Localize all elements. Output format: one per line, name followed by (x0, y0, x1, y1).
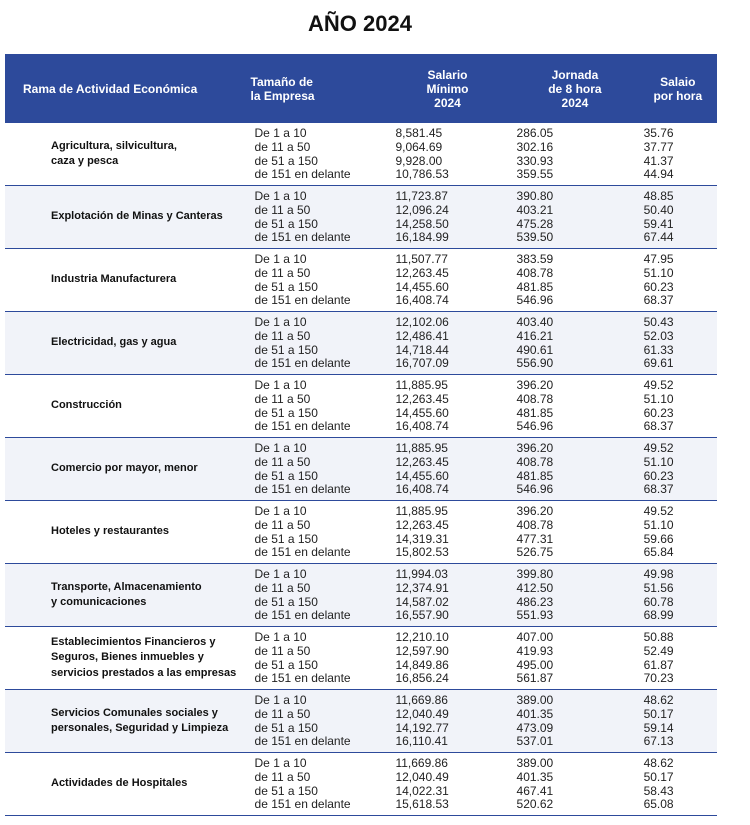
rama-label: Construcción (51, 399, 122, 412)
salario-cell: 11,723.87 (395, 189, 448, 204)
salario-cell: 9,928.00 (395, 153, 443, 168)
salario-cell: 16,408.74 (395, 482, 449, 497)
jornada-column (514, 315, 638, 370)
salario-column (390, 504, 513, 559)
size-cell: de 51 a 150 (254, 594, 318, 609)
jornada-cell: 396.20 (516, 504, 554, 519)
jornada-cell: 477.31 (516, 531, 554, 546)
hora-cell: 70.23 (643, 671, 674, 686)
sizes-column (246, 756, 391, 811)
jornada-cell: 389.00 (516, 756, 554, 771)
salario-cell: 14,718.44 (395, 342, 449, 357)
jornada-cell: 408.78 (516, 265, 554, 280)
table-row (5, 186, 717, 249)
jornada-cell: 556.90 (516, 356, 554, 371)
jornada-column (514, 504, 638, 559)
jornada-column (514, 756, 638, 811)
rama-label: Explotación de Minas y Canteras (51, 210, 223, 223)
rama-label: Establecimientos Financieros y Seguros, Bienes inmuebles y servicios prestados a las empresas (51, 635, 237, 679)
minimum-wage-table (5, 54, 717, 816)
salario-cell: 12,263.45 (395, 454, 449, 469)
size-cell: de 51 a 150 (254, 531, 318, 546)
hora-column (638, 630, 717, 685)
sizes-column (246, 630, 391, 685)
hora-cell: 65.84 (643, 545, 674, 560)
salario-cell: 14,319.31 (395, 531, 449, 546)
size-cell: de 151 en delante (254, 293, 351, 308)
jornada-column (514, 252, 638, 307)
hora-cell: 59.14 (643, 720, 674, 735)
hora-cell: 67.13 (643, 734, 674, 749)
hora-cell: 68.37 (643, 419, 674, 434)
salario-cell: 12,210.10 (395, 630, 449, 645)
hora-cell: 51.10 (643, 517, 674, 532)
hora-cell: 51.10 (643, 454, 674, 469)
hora-cell: 49.52 (643, 504, 674, 519)
jornada-cell: 399.80 (516, 567, 554, 582)
hora-cell: 35.76 (643, 126, 674, 141)
size-cell: de 151 en delante (254, 797, 351, 812)
size-cell: de 51 a 150 (254, 405, 318, 420)
salario-column (390, 756, 513, 811)
size-cell: de 11 a 50 (254, 391, 311, 406)
rama-label: Actividades de Hospitales (51, 777, 188, 790)
hora-cell: 47.95 (643, 252, 674, 267)
hora-cell: 60.78 (643, 594, 674, 609)
jornada-cell: 546.96 (516, 293, 554, 308)
hora-cell: 51.10 (643, 265, 674, 280)
size-cell: de 51 a 150 (254, 657, 318, 672)
jornada-cell: 475.28 (516, 216, 554, 231)
jornada-cell: 473.09 (516, 720, 554, 735)
header-jornada: Jornada de 8 hora 2024 (548, 67, 602, 110)
rama-label: Industria Manufacturera (51, 273, 177, 286)
salario-cell: 11,507.77 (395, 252, 448, 267)
jornada-cell: 467.41 (516, 783, 554, 798)
salario-cell: 11,994.03 (395, 567, 448, 582)
salario-cell: 11,669.86 (395, 693, 448, 708)
size-cell: de 151 en delante (254, 230, 351, 245)
jornada-cell: 416.21 (516, 328, 554, 343)
jornada-cell: 419.93 (516, 643, 554, 658)
table-row (5, 249, 717, 312)
hora-cell: 52.03 (643, 328, 674, 343)
jornada-cell: 486.23 (516, 594, 554, 609)
table-row (5, 123, 717, 186)
hora-column (638, 126, 717, 181)
salario-cell: 16,707.09 (395, 356, 449, 371)
table-row (5, 564, 717, 627)
table-row (5, 501, 717, 564)
size-cell: de 151 en delante (254, 419, 351, 434)
rama-label: Transporte, Almacenamiento y comunicaciones (51, 580, 202, 608)
jornada-cell: 286.05 (516, 126, 554, 141)
size-cell: de 11 a 50 (254, 265, 311, 280)
rama-label: Hoteles y restaurantes (51, 525, 169, 538)
hora-cell: 51.10 (643, 391, 674, 406)
salario-column (390, 315, 513, 370)
salario-cell: 12,263.45 (395, 391, 449, 406)
jornada-cell: 396.20 (516, 441, 554, 456)
jornada-cell: 495.00 (516, 657, 554, 672)
hora-cell: 61.33 (643, 342, 674, 357)
jornada-cell: 403.21 (516, 202, 554, 217)
hora-cell: 48.62 (643, 693, 674, 708)
jornada-column (514, 567, 638, 622)
salario-cell: 11,885.95 (395, 441, 448, 456)
hora-column (638, 756, 717, 811)
salario-cell: 16,408.74 (395, 419, 449, 434)
rama-label: Agricultura, silvicultura, caza y pesca (51, 139, 177, 167)
hora-cell: 49.98 (643, 567, 674, 582)
jornada-cell: 539.50 (516, 230, 554, 245)
jornada-cell: 490.61 (516, 342, 554, 357)
size-cell: de 51 a 150 (254, 279, 318, 294)
hora-column (638, 504, 717, 559)
rama-label: Electricidad, gas y agua (51, 336, 177, 349)
salario-cell: 16,856.24 (395, 671, 449, 686)
salario-column (390, 252, 513, 307)
sizes-column (246, 378, 391, 433)
salario-cell: 11,885.95 (395, 504, 448, 519)
jornada-cell: 537.01 (516, 734, 554, 749)
jornada-cell: 330.93 (516, 153, 554, 168)
jornada-cell: 396.20 (516, 378, 554, 393)
jornada-cell: 302.16 (516, 139, 554, 154)
hora-cell: 65.08 (643, 797, 674, 812)
jornada-cell: 401.35 (516, 706, 554, 721)
size-cell: de 151 en delante (254, 167, 351, 182)
jornada-cell: 526.75 (516, 545, 554, 560)
jornada-cell: 359.55 (516, 167, 554, 182)
hora-cell: 52.49 (643, 643, 674, 658)
hora-cell: 49.52 (643, 441, 674, 456)
hora-cell: 58.43 (643, 783, 674, 798)
salario-cell: 12,263.45 (395, 265, 449, 280)
header-hora: Salaio por hora (653, 74, 703, 103)
hora-cell: 50.40 (643, 202, 674, 217)
hora-cell: 60.23 (643, 468, 674, 483)
table-row (5, 753, 717, 816)
size-cell: De 1 a 10 (254, 378, 307, 393)
hora-cell: 50.17 (643, 706, 674, 721)
jornada-cell: 403.40 (516, 315, 554, 330)
size-cell: De 1 a 10 (254, 756, 307, 771)
page-title: AÑO 2024 (308, 11, 412, 36)
hora-cell: 41.37 (643, 153, 674, 168)
size-cell: De 1 a 10 (254, 693, 307, 708)
size-cell: de 11 a 50 (254, 517, 311, 532)
table-row (5, 312, 717, 375)
salario-cell: 11,885.95 (395, 378, 448, 393)
size-cell: de 51 a 150 (254, 342, 318, 357)
salario-column (390, 378, 513, 433)
size-cell: De 1 a 10 (254, 252, 307, 267)
rama-label: Comercio por mayor, menor (51, 462, 198, 475)
hora-cell: 48.85 (643, 189, 674, 204)
salario-column (390, 189, 513, 244)
hora-cell: 49.52 (643, 378, 674, 393)
rama-label: Servicios Comunales sociales y personales, Seguridad y Limpieza (51, 706, 229, 734)
salario-cell: 14,849.86 (395, 657, 449, 672)
jornada-cell: 551.93 (516, 608, 554, 623)
hora-cell: 59.66 (643, 531, 674, 546)
size-cell: de 11 a 50 (254, 202, 311, 217)
size-cell: de 151 en delante (254, 734, 351, 749)
size-cell: de 51 a 150 (254, 720, 318, 735)
jornada-column (514, 693, 638, 748)
jornada-cell: 408.78 (516, 391, 554, 406)
header-salario: Salario Mínimo 2024 (426, 67, 469, 110)
salario-cell: 12,096.24 (395, 202, 449, 217)
size-cell: de 11 a 50 (254, 706, 311, 721)
salario-cell: 8,581.45 (395, 126, 443, 141)
size-cell: de 11 a 50 (254, 643, 311, 658)
size-cell: De 1 a 10 (254, 315, 307, 330)
salario-cell: 16,184.99 (395, 230, 449, 245)
jornada-cell: 390.80 (516, 189, 554, 204)
hora-cell: 50.17 (643, 769, 674, 784)
size-cell: De 1 a 10 (254, 189, 307, 204)
salario-cell: 12,374.91 (395, 580, 449, 595)
hora-column (638, 567, 717, 622)
hora-cell: 69.61 (643, 356, 674, 371)
jornada-cell: 408.78 (516, 517, 554, 532)
jornada-column (514, 378, 638, 433)
table-row (5, 627, 717, 690)
hora-column (638, 315, 717, 370)
hora-column (638, 441, 717, 496)
jornada-column (514, 126, 638, 181)
size-cell: de 151 en delante (254, 671, 351, 686)
header-tamano: Tamaño de la Empresa (250, 74, 315, 103)
size-cell: de 151 en delante (254, 608, 351, 623)
salario-cell: 12,040.49 (395, 769, 449, 784)
salario-cell: 15,618.53 (395, 797, 449, 812)
sizes-column (246, 504, 391, 559)
jornada-cell: 407.00 (516, 630, 554, 645)
salario-cell: 12,102.06 (395, 315, 449, 330)
jornada-cell: 389.00 (516, 693, 554, 708)
salario-column (390, 441, 513, 496)
salario-cell: 14,258.50 (395, 216, 449, 231)
jornada-cell: 546.96 (516, 419, 554, 434)
size-cell: de 11 a 50 (254, 139, 311, 154)
salario-cell: 16,408.74 (395, 293, 449, 308)
size-cell: de 11 a 50 (254, 328, 311, 343)
hora-cell: 59.41 (643, 216, 674, 231)
size-cell: de 11 a 50 (254, 580, 311, 595)
hora-cell: 68.37 (643, 482, 674, 497)
size-cell: de 11 a 50 (254, 454, 311, 469)
jornada-column (514, 630, 638, 685)
sizes-column (246, 567, 391, 622)
size-cell: De 1 a 10 (254, 504, 307, 519)
size-cell: de 51 a 150 (254, 216, 318, 231)
salario-column (390, 630, 513, 685)
size-cell: de 51 a 150 (254, 153, 318, 168)
hora-cell: 61.87 (643, 657, 674, 672)
header-rama: Rama de Actividad Económica (23, 81, 198, 96)
size-cell: de 151 en delante (254, 545, 351, 560)
table-row (5, 690, 717, 753)
sizes-column (246, 126, 391, 181)
hora-cell: 50.88 (643, 630, 674, 645)
size-cell: de 151 en delante (254, 482, 351, 497)
hora-cell: 68.37 (643, 293, 674, 308)
sizes-column (246, 315, 391, 370)
hora-column (638, 189, 717, 244)
jornada-cell: 383.59 (516, 252, 554, 267)
size-cell: de 11 a 50 (254, 769, 311, 784)
table-body (5, 123, 717, 816)
hora-cell: 44.94 (643, 167, 674, 182)
salario-cell: 12,263.45 (395, 517, 449, 532)
hora-cell: 60.23 (643, 279, 674, 294)
size-cell: De 1 a 10 (254, 630, 307, 645)
salario-cell: 16,557.90 (395, 608, 449, 623)
size-cell: de 151 en delante (254, 356, 351, 371)
salario-cell: 14,022.31 (395, 783, 449, 798)
jornada-cell: 481.85 (516, 279, 554, 294)
sizes-column (246, 441, 391, 496)
salario-column (390, 126, 513, 181)
hora-cell: 67.44 (643, 230, 674, 245)
salario-cell: 14,455.60 (395, 279, 449, 294)
salario-cell: 12,040.49 (395, 706, 449, 721)
hora-column (638, 378, 717, 433)
table-row (5, 438, 717, 501)
salario-cell: 9,064.69 (395, 139, 443, 154)
hora-cell: 37.77 (643, 139, 674, 154)
hora-cell: 68.99 (643, 608, 674, 623)
salario-cell: 12,597.90 (395, 643, 449, 658)
salario-column (390, 693, 513, 748)
jornada-cell: 481.85 (516, 468, 554, 483)
jornada-cell: 561.87 (516, 671, 554, 686)
salario-cell: 12,486.41 (395, 328, 449, 343)
jornada-column (514, 189, 638, 244)
size-cell: de 51 a 150 (254, 468, 318, 483)
jornada-column (514, 441, 638, 496)
sizes-column (246, 693, 391, 748)
salario-column (390, 567, 513, 622)
salario-cell: 14,587.02 (395, 594, 449, 609)
jornada-cell: 412.50 (516, 580, 554, 595)
hora-column (638, 693, 717, 748)
hora-cell: 48.62 (643, 756, 674, 771)
table-header (5, 54, 717, 123)
size-cell: De 1 a 10 (254, 441, 307, 456)
salario-cell: 14,455.60 (395, 468, 449, 483)
jornada-cell: 546.96 (516, 482, 554, 497)
size-cell: De 1 a 10 (254, 567, 307, 582)
jornada-cell: 401.35 (516, 769, 554, 784)
size-cell: de 51 a 150 (254, 783, 318, 798)
jornada-cell: 520.62 (516, 797, 554, 812)
sizes-column (246, 189, 391, 244)
jornada-cell: 481.85 (516, 405, 554, 420)
hora-cell: 60.23 (643, 405, 674, 420)
salario-cell: 10,786.53 (395, 167, 449, 182)
salario-cell: 16,110.41 (395, 734, 448, 749)
hora-column (638, 252, 717, 307)
salario-cell: 14,455.60 (395, 405, 449, 420)
jornada-cell: 408.78 (516, 454, 554, 469)
salario-cell: 15,802.53 (395, 545, 449, 560)
size-cell: De 1 a 10 (254, 126, 307, 141)
hora-cell: 50.43 (643, 315, 674, 330)
table-row (5, 375, 717, 438)
hora-cell: 51.56 (643, 580, 674, 595)
salario-cell: 11,669.86 (395, 756, 448, 771)
salario-cell: 14,192.77 (395, 720, 449, 735)
sizes-column (246, 252, 391, 307)
